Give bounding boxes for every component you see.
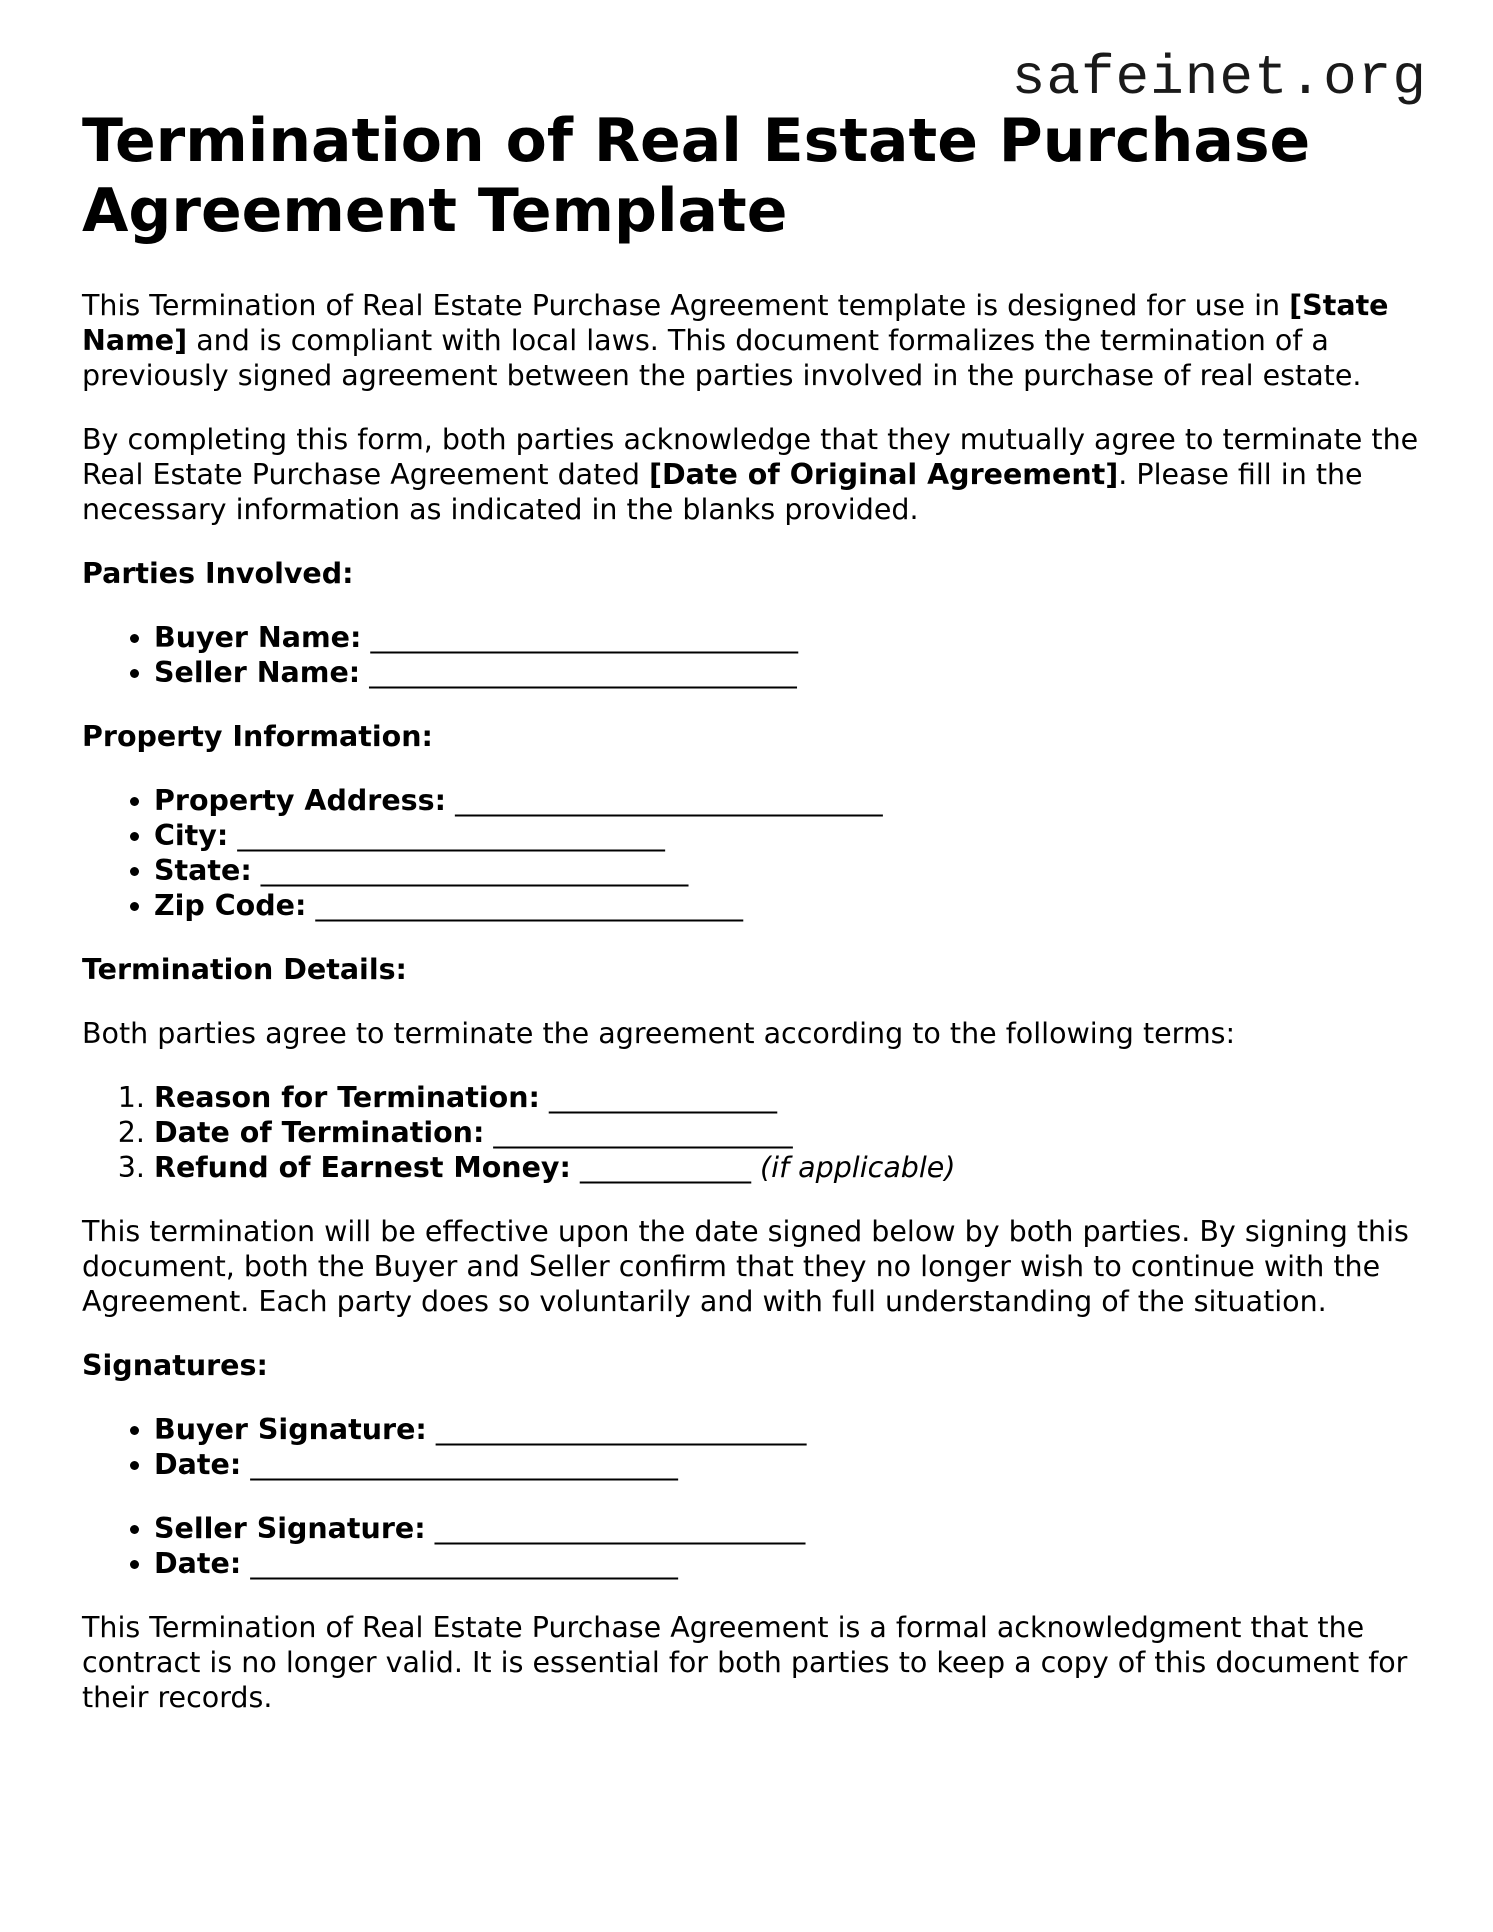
seller-name-label: Seller Name:: [154, 656, 361, 689]
termination-date-blank[interactable]: _____________________: [493, 1116, 793, 1149]
buyer-signature-blank[interactable]: __________________________: [435, 1413, 807, 1446]
list-item: [154, 655, 1422, 690]
original-date-placeholder: [Date of Original Agreement]: [649, 458, 1119, 491]
intro-paragraph-2: [82, 422, 1422, 527]
refund-blank[interactable]: ____________: [579, 1151, 751, 1184]
property-heading: Property Information:: [82, 720, 433, 753]
intro-text: By completing this form, both parties acknowledge that they mutually agree to terminate the Real Estate Purchase Agreement dated: [82, 423, 1419, 491]
watermark: safeinet.org: [1011, 46, 1427, 110]
intro-text: This Termination of Real Estate Purchase Agreement template is designed for use in: [82, 289, 1290, 322]
effective-paragraph: This termination will be effective upon the date signed below by both parties. By signing this document, both the Buyer and Seller confirm that they no longer wish to continue with the Agreement. Each party does so voluntarily and with full understanding of the situation.: [82, 1215, 1409, 1318]
zip-code-label: Zip Code:: [154, 889, 307, 922]
seller-signature-list: [82, 1511, 1422, 1581]
buyer-date-blank[interactable]: ______________________________: [250, 1448, 678, 1481]
list-item: [154, 818, 1422, 853]
intro-paragraph-1: [82, 288, 1422, 393]
termination-heading: Termination Details:: [82, 953, 407, 986]
seller-date-blank[interactable]: ______________________________: [250, 1547, 678, 1580]
seller-date-label: Date:: [154, 1547, 242, 1580]
state-label: State:: [154, 854, 252, 887]
buyer-date-label: Date:: [154, 1448, 242, 1481]
signatures-heading: Signatures:: [82, 1349, 268, 1382]
list-item: [154, 620, 1422, 655]
parties-list: [82, 620, 1422, 690]
intro-text: . Please fill in the necessary information as indicated in the blanks provided.: [82, 458, 1363, 526]
intro-text: and is compliant with local laws. This document formalizes the termination of a previously signed agreement between the parties involved in the purchase of real estate.: [82, 324, 1362, 392]
list-item: [154, 1546, 1422, 1581]
property-address-blank[interactable]: ______________________________: [455, 784, 883, 817]
zip-code-blank[interactable]: ______________________________: [315, 889, 743, 922]
list-item: [154, 1412, 1422, 1447]
termination-intro: Both parties agree to terminate the agreement according to the following terms:: [82, 1017, 1236, 1050]
seller-name-blank[interactable]: ______________________________: [369, 656, 797, 689]
termination-date-label: Date of Termination:: [154, 1116, 485, 1149]
termination-list: [82, 1080, 1422, 1185]
list-item: [154, 1447, 1422, 1482]
seller-signature-label: Seller Signature:: [154, 1512, 426, 1545]
state-name-placeholder: [State Name]: [82, 289, 1389, 357]
city-blank[interactable]: ______________________________: [237, 819, 665, 852]
list-item: [154, 1150, 1422, 1185]
buyer-signature-list: [82, 1412, 1422, 1482]
reason-label: Reason for Termination:: [154, 1081, 540, 1114]
list-item: [154, 888, 1422, 923]
page-title: Termination of Real Estate Purchase Agreement Template: [82, 106, 1311, 246]
buyer-name-blank[interactable]: ______________________________: [370, 621, 798, 654]
closing-paragraph: This Termination of Real Estate Purchase Agreement is a formal acknowledgment that the contract is no longer valid. It is essential for both parties to keep a copy of this document for their records.: [82, 1611, 1408, 1714]
reason-blank[interactable]: ________________: [548, 1081, 777, 1114]
list-item: [154, 853, 1422, 888]
list-item: [154, 1115, 1422, 1150]
parties-heading: Parties Involved:: [82, 557, 354, 590]
buyer-signature-label: Buyer Signature:: [154, 1413, 427, 1446]
property-list: [82, 783, 1422, 923]
state-blank[interactable]: ______________________________: [260, 854, 689, 887]
buyer-name-label: Buyer Name:: [154, 621, 362, 654]
city-label: City:: [154, 819, 229, 852]
property-address-label: Property Address:: [154, 784, 446, 817]
refund-label: Refund of Earnest Money:: [154, 1151, 571, 1184]
list-item: [154, 783, 1422, 818]
seller-signature-blank[interactable]: __________________________: [434, 1512, 806, 1545]
list-item: [154, 1511, 1422, 1546]
document-body: [82, 106, 1422, 1744]
refund-note: (if applicable): [760, 1151, 956, 1184]
list-item: [154, 1080, 1422, 1115]
